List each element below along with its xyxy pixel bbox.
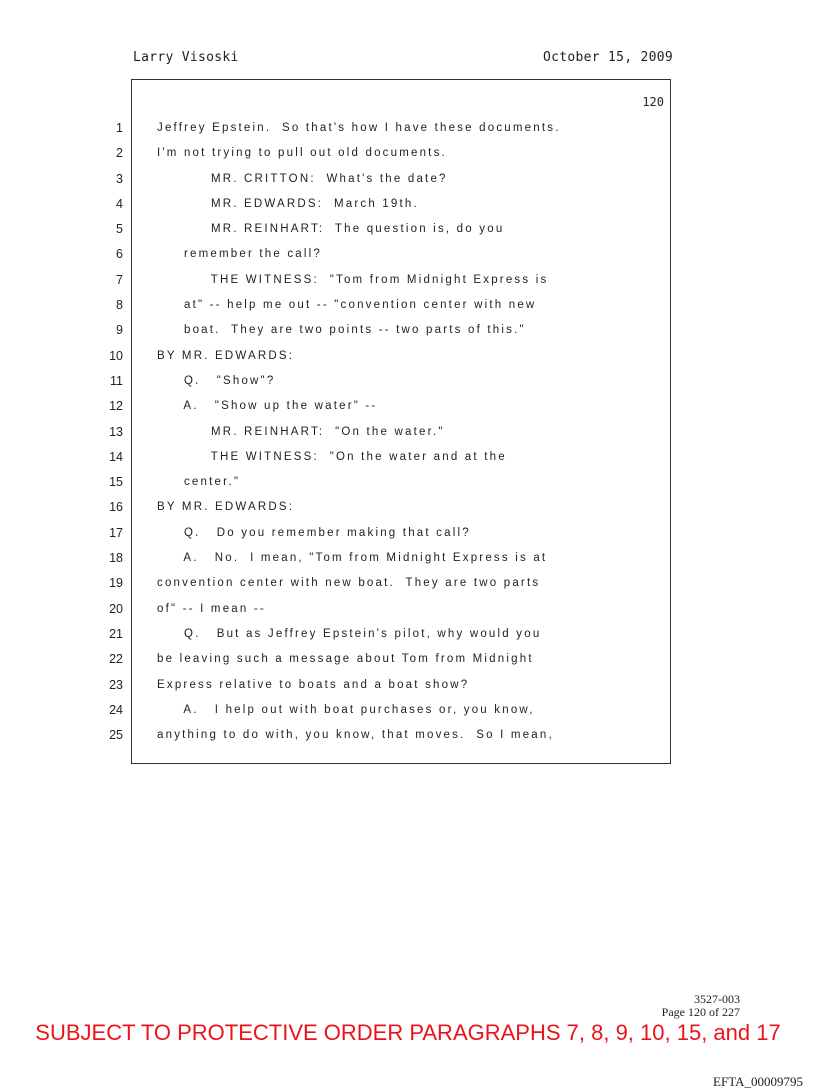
line-number: 2 (116, 146, 123, 161)
line-text: BY MR. EDWARDS: (157, 501, 295, 514)
line-number: 21 (109, 626, 123, 641)
transcript-lines (0, 116, 816, 748)
transcript-line (0, 622, 816, 647)
bates-number: EFTA_00009795 (713, 1074, 803, 1089)
transcript-line (0, 673, 816, 698)
line-number: 5 (116, 222, 123, 237)
line-number: 24 (109, 702, 123, 717)
transcript-line (0, 293, 816, 318)
line-text: Jeffrey Epstein. So that's how I have these documents. (157, 122, 561, 134)
line-text: remember the call? (157, 248, 323, 261)
transcript-line (0, 394, 816, 419)
transcript-line (0, 495, 816, 520)
transcript-line (0, 445, 816, 470)
transcript-line (0, 571, 816, 596)
page-of-total: Page 120 of 227 (661, 1005, 740, 1019)
line-text: anything to do with, you know, that moves. So I mean, (157, 729, 554, 742)
line-number: 8 (116, 298, 123, 313)
transcript-line (0, 268, 816, 293)
line-text: MR. REINHART: "On the water." (157, 425, 445, 438)
line-number: 6 (116, 247, 123, 262)
transcript-line (0, 420, 816, 445)
line-number: 18 (109, 551, 123, 566)
line-text: THE WITNESS: "On the water and at the (157, 450, 507, 463)
transcript-line (0, 217, 816, 242)
line-number: 25 (109, 728, 123, 743)
transcript-line (0, 116, 816, 141)
line-number: 23 (109, 677, 123, 692)
page-number: 120 (642, 95, 664, 109)
line-text: boat. They are two points -- two parts of this." (157, 324, 526, 337)
line-number: 15 (109, 475, 123, 490)
line-text: MR. REINHART: The question is, do you (157, 223, 505, 236)
line-text: I'm not trying to pull out old documents. (157, 147, 447, 160)
line-number: 22 (109, 652, 123, 667)
line-number: 14 (109, 449, 123, 464)
line-text: BY MR. EDWARDS: (157, 349, 295, 362)
witness-name: Larry Visoski (133, 50, 239, 65)
line-text: MR. CRITTON: What's the date? (157, 172, 448, 185)
transcript-line (0, 167, 816, 192)
line-number: 17 (109, 525, 123, 540)
line-text: of" -- I mean -- (157, 602, 266, 615)
line-number: 12 (109, 399, 123, 414)
transcript-line (0, 698, 816, 723)
line-number: 16 (109, 500, 123, 515)
line-number: 3 (116, 171, 123, 186)
line-number: 1 (116, 121, 123, 135)
line-number: 9 (116, 323, 123, 338)
transcript-line (0, 521, 816, 546)
transcript-line (0, 723, 816, 748)
page-stamp (662, 993, 740, 1019)
transcript-line (0, 647, 816, 672)
transcript-line (0, 344, 816, 369)
line-number: 7 (116, 272, 123, 287)
line-text: A. No. I mean, "Tom from Midnight Express is at (157, 552, 548, 565)
line-text: A. "Show up the water" -- (157, 400, 378, 413)
line-text: A. I help out with boat purchases or, you know, (157, 703, 535, 716)
line-text: convention center with new boat. They are two parts (157, 577, 541, 590)
transcript-line (0, 141, 816, 166)
line-text: Q. But as Jeffrey Epstein's pilot, why would you (157, 627, 542, 640)
line-number: 4 (116, 196, 123, 211)
line-number: 13 (109, 424, 123, 439)
line-text: be leaving such a message about Tom from Midnight (157, 653, 534, 666)
protective-order-notice: SUBJECT TO PROTECTIVE ORDER PARAGRAPHS 7, 8, 9, 10, 15, and 17 (35, 1020, 781, 1045)
transcript-line (0, 597, 816, 622)
transcript-line (0, 369, 816, 394)
deposition-date: October 15, 2009 (542, 50, 673, 65)
line-number: 10 (109, 348, 123, 363)
line-number: 20 (109, 601, 123, 616)
line-number: 19 (109, 576, 123, 591)
transcript-line (0, 318, 816, 343)
line-text: at" -- help me out -- "convention center with new (157, 299, 537, 312)
transcript-line (0, 470, 816, 495)
line-number: 11 (110, 373, 123, 388)
case-number: 3527-003 (694, 992, 740, 1006)
line-text: Express relative to boats and a boat show? (157, 678, 470, 691)
line-text: THE WITNESS: "Tom from Midnight Express is (157, 273, 549, 286)
transcript-line (0, 242, 816, 267)
transcript-line (0, 546, 816, 571)
line-text: center." (157, 476, 241, 489)
transcript-line (0, 192, 816, 217)
line-text: Q. "Show"? (157, 374, 276, 387)
line-text: Q. Do you remember making that call? (157, 526, 471, 539)
line-text: MR. EDWARDS: March 19th. (157, 197, 419, 210)
